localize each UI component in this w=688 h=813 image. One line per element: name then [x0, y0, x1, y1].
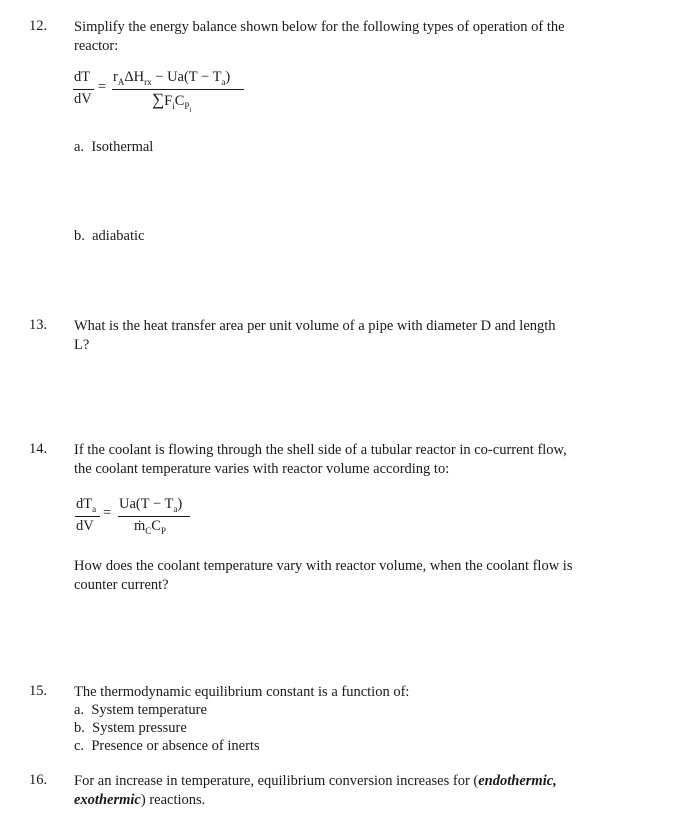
closing-paren: )	[177, 496, 183, 512]
equation-rhs-denominator	[152, 90, 191, 114]
emphasized-option: exothermic	[74, 792, 141, 808]
equals-sign: =	[98, 79, 107, 95]
fraction-bar	[75, 516, 100, 517]
question-text-line: The thermodynamic equilibrium constant is a function of:	[74, 684, 410, 700]
option-item	[74, 227, 144, 245]
option-item	[74, 737, 260, 755]
mass-flow-subscript: C	[145, 525, 152, 536]
question-number: 13.	[29, 317, 48, 333]
equation-lhs-denominator: dV	[76, 518, 94, 534]
equation-lhs-numerator: dT	[74, 69, 91, 85]
option-item	[74, 701, 207, 719]
question-text-line: the coolant temperature varies with reactor volume according to:	[74, 461, 450, 477]
question-number: 16.	[29, 772, 48, 788]
dt-symbol: dT	[76, 496, 93, 512]
fraction-bar	[73, 89, 94, 90]
question-number: 12.	[29, 18, 48, 34]
molar-flow-symbol: F	[164, 93, 173, 109]
equation-rhs-denominator	[134, 518, 166, 536]
ambient-subscript: a	[173, 503, 178, 514]
option-text: System temperature	[91, 702, 207, 718]
heat-capacity-subscript	[184, 100, 192, 114]
option-label: a.	[74, 702, 85, 718]
ambient-subscript: a	[92, 503, 97, 514]
option-text: Isothermal	[91, 139, 154, 155]
option-text: System pressure	[92, 720, 187, 736]
molar-flow-subscript: i	[172, 100, 175, 111]
rate-symbol: r	[113, 69, 118, 85]
heat-transfer-term: Ua(T − T	[119, 496, 174, 512]
summation-symbol: ∑	[152, 90, 165, 109]
question-text-line	[74, 791, 205, 810]
question-text-line: If the coolant is flowing through the shell side of a tubular reactor in co-current flow,	[74, 442, 567, 458]
fraction-bar	[118, 516, 190, 517]
equals-sign: =	[103, 505, 112, 521]
option-label: b.	[74, 720, 85, 736]
option-text: adiabatic	[92, 228, 145, 244]
question-text-segment: For an increase in temperature, equilibrium conversion increases for (	[74, 773, 479, 789]
ambient-subscript: a	[221, 76, 226, 87]
question-text-line: reactor:	[74, 38, 119, 54]
emphasized-option: endothermic,	[478, 773, 557, 789]
question-text-line: Simplify the energy balance shown below for the following types of operation of the	[74, 19, 565, 35]
equation-lhs-denominator: dV	[74, 91, 92, 107]
question-text-segment: ) reactions.	[140, 792, 206, 808]
equation-lhs-numerator	[76, 496, 96, 514]
option-label: b.	[74, 228, 85, 244]
heat-capacity-subscript-p: P	[184, 100, 190, 111]
equation-rhs-numerator	[119, 496, 182, 514]
heat-removal-term: − Ua(T − T	[151, 69, 222, 85]
rate-subscript: A	[117, 76, 125, 87]
question-text-line	[74, 772, 557, 791]
question-number: 15.	[29, 683, 48, 699]
option-label: a.	[74, 139, 85, 155]
closing-paren: )	[225, 69, 231, 85]
heat-capacity-symbol: C	[151, 518, 161, 534]
enthalpy-subscript: rx	[144, 76, 152, 87]
enthalpy-symbol: ΔH	[124, 69, 145, 85]
question-text-line: L?	[74, 337, 90, 353]
question-text-line: counter current?	[74, 577, 169, 593]
option-item	[74, 138, 153, 156]
option-text: Presence or absence of inerts	[91, 738, 260, 754]
question-text-line: What is the heat transfer area per unit volume of a pipe with diameter D and length	[74, 318, 556, 334]
mass-flow-symbol: ṁ	[134, 518, 146, 534]
heat-capacity-subscript: P	[160, 525, 166, 536]
heat-capacity-symbol: C	[174, 93, 185, 109]
option-label: c.	[74, 738, 85, 754]
option-item	[74, 719, 187, 737]
heat-capacity-subsubscript: i	[189, 105, 192, 114]
question-text-line: How does the coolant temperature vary with reactor volume, when the coolant flow is	[74, 558, 573, 574]
equation-rhs-numerator	[113, 69, 230, 87]
question-number: 14.	[29, 441, 48, 457]
